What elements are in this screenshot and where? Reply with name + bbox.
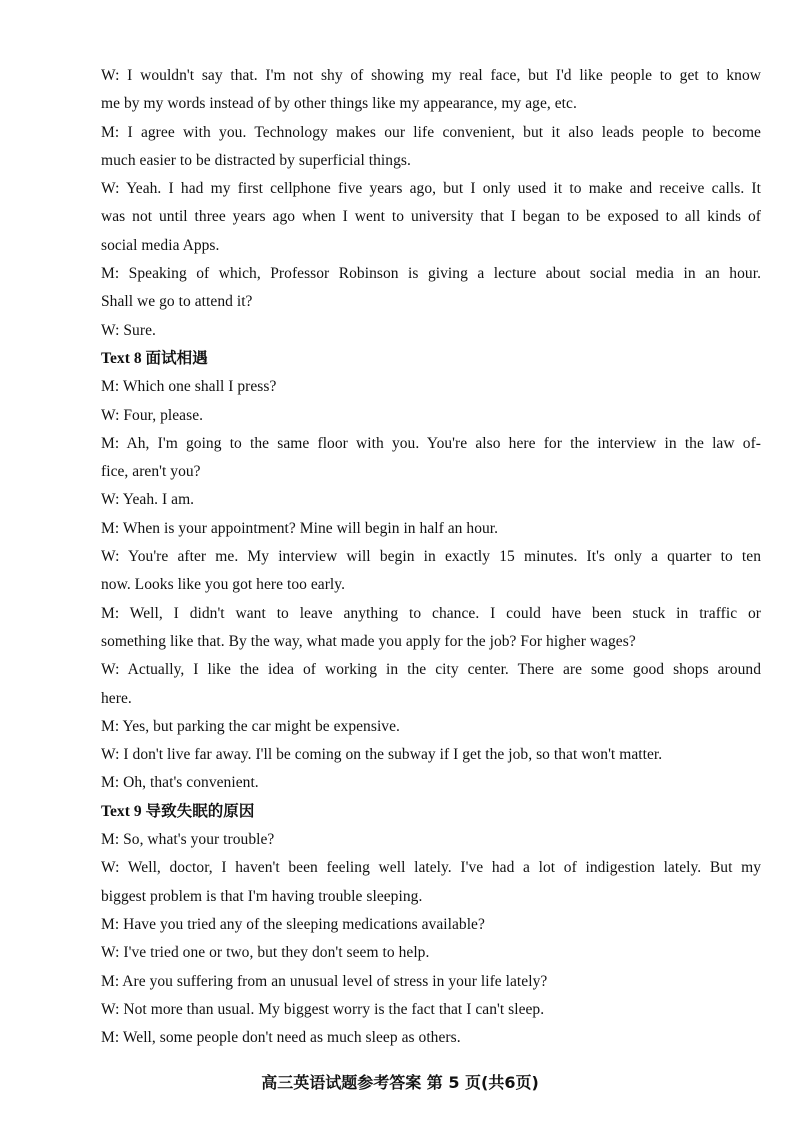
text-line: M: Have you tried any of the sleeping medications available?: [101, 915, 485, 933]
text-line: W: Well, doctor, I haven't been feeling well lately. I've had a lot of indigestion lately. But my: [101, 859, 761, 877]
text-line: biggest problem is that I'm having trouble sleeping.: [101, 887, 423, 905]
text-line: W: Sure.: [101, 321, 156, 339]
text-line: M: Ah, I'm going to the same floor with you. You're also here for the interview in the law of-: [101, 434, 761, 452]
text-line: W: Not more than usual. My biggest worry is the fact that I can't sleep.: [101, 1000, 545, 1018]
text-line: M: Well, some people don't need as much sleep as others.: [101, 1029, 461, 1047]
text-line: Shall we go to attend it?: [101, 293, 253, 311]
text-line: much easier to be distracted by superficial things.: [101, 151, 411, 169]
text-line: M: Which one shall I press?: [101, 378, 277, 396]
text-line: W: I don't live far away. I'll be coming on the subway if I get the job, so that won't matter.: [101, 746, 663, 764]
page-footer: 高三英语试题参考答案 第 5 页(共6页): [261, 1073, 539, 1092]
text-line: W: Yeah. I am.: [101, 491, 195, 509]
section-heading: Text 8 面试相遇: [101, 349, 208, 367]
text-line: W: You're after me. My interview will begin in exactly 15 minutes. It's only a quarter to ten: [101, 548, 761, 566]
text-line: was not until three years ago when I went to university that I began to be exposed to all kinds of: [101, 208, 761, 226]
text-line: M: Yes, but parking the car might be expensive.: [101, 717, 400, 735]
text-line: M: Oh, that's convenient.: [101, 774, 259, 792]
text-line: fice, aren't you?: [101, 463, 201, 481]
text-line: now. Looks like you got here too early.: [101, 576, 346, 594]
text-line: M: So, what's your trouble?: [101, 831, 275, 849]
text-line: me by my words instead of by other things like my appearance, my age, etc.: [101, 95, 577, 113]
text-line: M: When is your appointment? Mine will begin in half an hour.: [101, 519, 499, 537]
text-line: W: I've tried one or two, but they don't seem to help.: [101, 944, 430, 962]
text-line: here.: [101, 689, 132, 707]
text-line: M: Well, I didn't want to leave anything to chance. I could have been stuck in traffic or: [101, 604, 761, 622]
text-line: M: Speaking of which, Professor Robinson is giving a lecture about social media in an hour.: [101, 265, 761, 283]
text-line: M: I agree with you. Technology makes our life convenient, but it also leads people to become: [101, 123, 761, 141]
text-line: social media Apps.: [101, 236, 220, 254]
text-line: W: Actually, I like the idea of working in the city center. There are some good shops around: [101, 661, 761, 679]
text-line: W: I wouldn't say that. I'm not shy of showing my real face, but I'd like people to get to know: [101, 67, 761, 84]
section-heading: Text 9 导致失眠的原因: [101, 802, 255, 820]
text-line: W: Four, please.: [101, 406, 204, 424]
text-line: something like that. By the way, what made you apply for the job? For higher wages?: [101, 632, 636, 650]
text-line: W: Yeah. I had my first cellphone five years ago, but I only used it to make and receive calls. It: [101, 180, 761, 198]
text-line: M: Are you suffering from an unusual level of stress in your life lately?: [101, 972, 548, 990]
document-body: [101, 62, 761, 1052]
